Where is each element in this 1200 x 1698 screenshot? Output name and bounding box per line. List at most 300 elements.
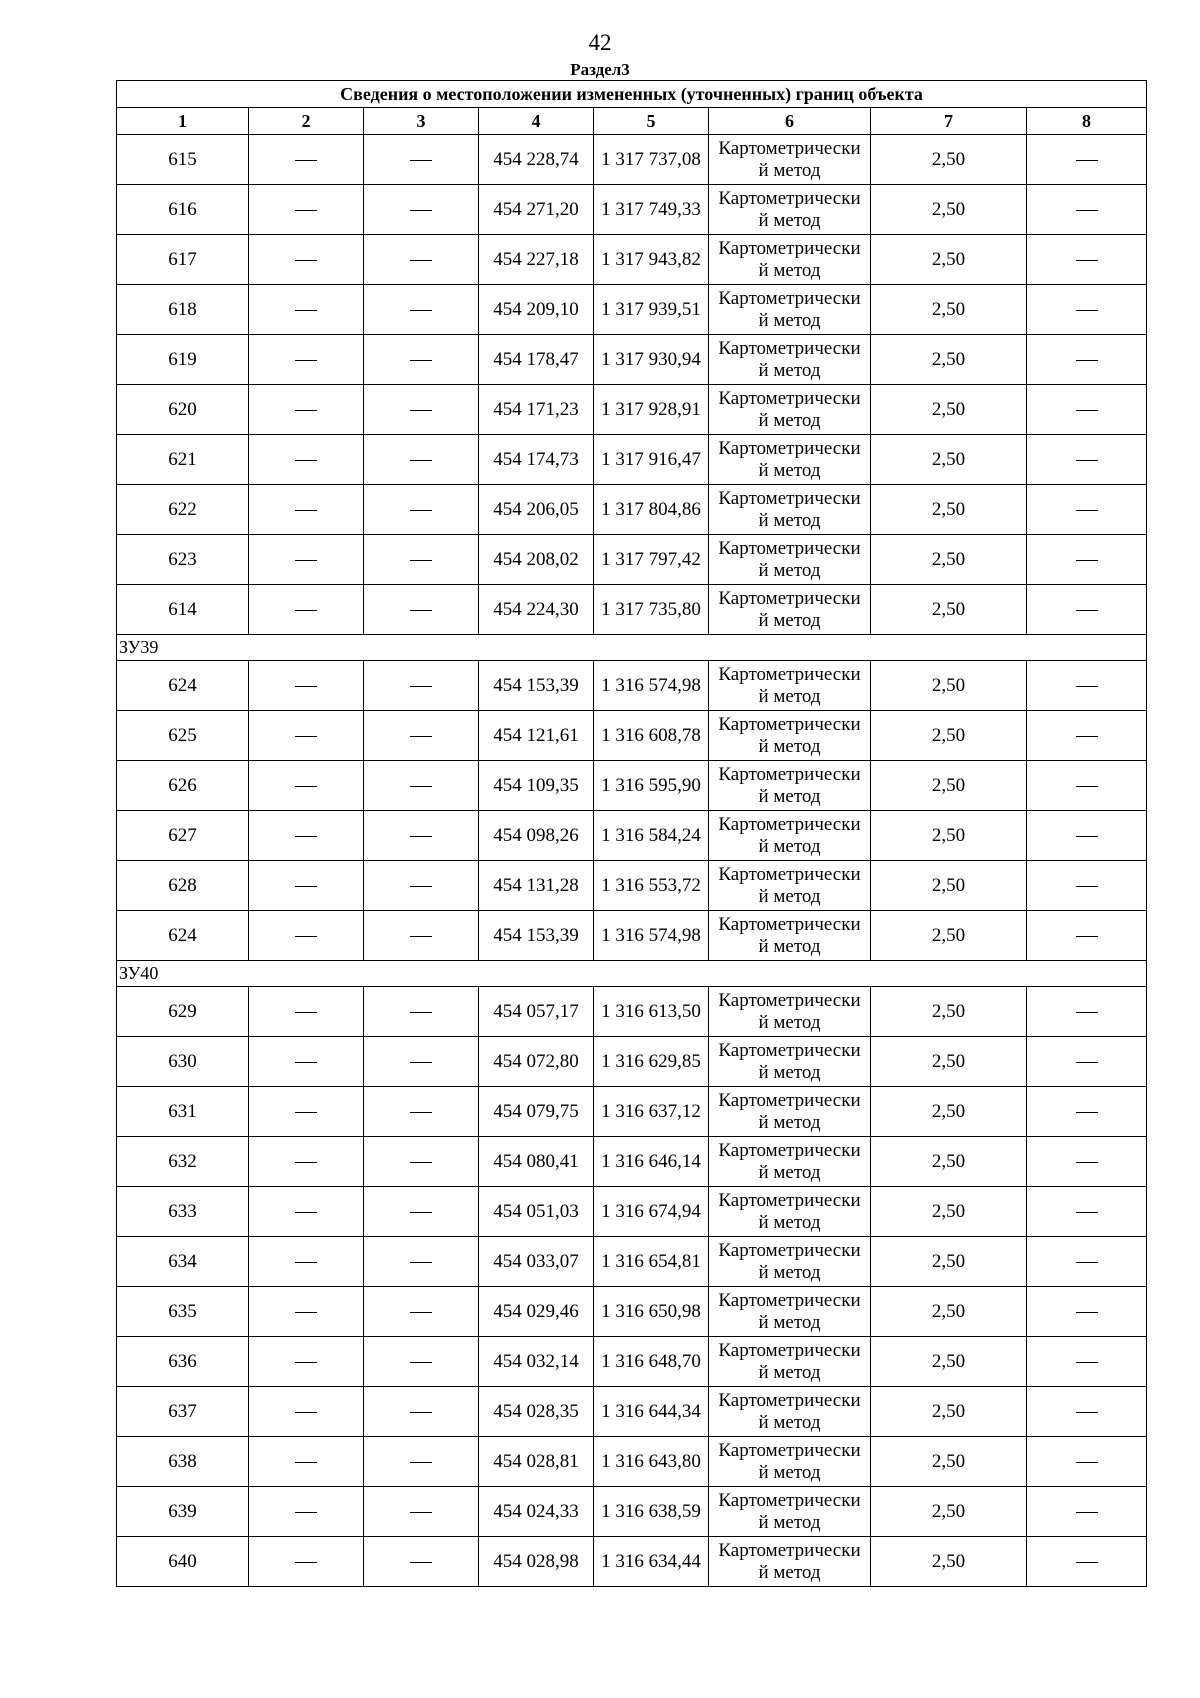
- dash-mark: [1076, 1262, 1098, 1263]
- table-row: [117, 861, 1147, 911]
- method-cell: [709, 185, 871, 235]
- method-line-2: й метод: [758, 1111, 821, 1133]
- table-row: [117, 987, 1147, 1037]
- dash-mark: [1076, 1212, 1098, 1213]
- point-number-cell: 620: [117, 385, 249, 435]
- point-number-cell: 615: [117, 135, 249, 185]
- method-line-1: Картометрически: [718, 713, 861, 735]
- dash-mark: [410, 1062, 432, 1063]
- column-3-cell: [364, 585, 479, 635]
- method-cell: [709, 861, 871, 911]
- method-line-2: й метод: [758, 1011, 821, 1033]
- dash-mark: [1076, 310, 1098, 311]
- dash-mark: [410, 360, 432, 361]
- accuracy-cell: 2,50: [871, 1487, 1027, 1537]
- method-cell: [709, 385, 871, 435]
- point-number-cell: 633: [117, 1187, 249, 1237]
- x-coordinate-cell: 454 121,61: [479, 711, 594, 761]
- dash-mark: [295, 1062, 317, 1063]
- column-2-cell: [249, 987, 364, 1037]
- accuracy-cell: 2,50: [871, 1237, 1027, 1287]
- column-number: 8: [1027, 108, 1147, 135]
- point-number-cell: 634: [117, 1237, 249, 1287]
- column-8-cell: [1027, 911, 1147, 961]
- accuracy-cell: 2,50: [871, 285, 1027, 335]
- method-line-2: й метод: [758, 1511, 821, 1533]
- y-coordinate-cell: 1 316 584,24: [594, 811, 709, 861]
- x-coordinate-cell: 454 153,39: [479, 661, 594, 711]
- table-row: [117, 335, 1147, 385]
- accuracy-cell: 2,50: [871, 911, 1027, 961]
- dash-mark: [1076, 936, 1098, 937]
- x-coordinate-cell: 454 024,33: [479, 1487, 594, 1537]
- table-row: [117, 811, 1147, 861]
- column-number: 2: [249, 108, 364, 135]
- table-body: [117, 135, 1147, 1587]
- x-coordinate-cell: 454 228,74: [479, 135, 594, 185]
- dash-mark: [295, 836, 317, 837]
- method-line-2: й метод: [758, 785, 821, 807]
- method-line-1: Картометрически: [718, 1339, 861, 1361]
- column-8-cell: [1027, 1237, 1147, 1287]
- point-number-cell: 639: [117, 1487, 249, 1537]
- point-number-cell: 635: [117, 1287, 249, 1337]
- table-row: [117, 535, 1147, 585]
- y-coordinate-cell: 1 316 638,59: [594, 1487, 709, 1537]
- dash-mark: [1076, 886, 1098, 887]
- x-coordinate-cell: 454 079,75: [479, 1087, 594, 1137]
- column-2-cell: [249, 285, 364, 335]
- method-line-1: Картометрически: [718, 989, 861, 1011]
- column-2-cell: [249, 535, 364, 585]
- point-number-cell: 630: [117, 1037, 249, 1087]
- method-line-2: й метод: [758, 1061, 821, 1083]
- point-number-cell: 614: [117, 585, 249, 635]
- column-number: 4: [479, 108, 594, 135]
- method-cell: [709, 911, 871, 961]
- dash-mark: [295, 160, 317, 161]
- column-2-cell: [249, 1187, 364, 1237]
- dash-mark: [1076, 260, 1098, 261]
- dash-mark: [295, 310, 317, 311]
- dash-mark: [295, 510, 317, 511]
- point-number-cell: 628: [117, 861, 249, 911]
- column-2-cell: [249, 1037, 364, 1087]
- method-line-2: й метод: [758, 1561, 821, 1583]
- column-2-cell: [249, 485, 364, 535]
- table-row: [117, 1337, 1147, 1387]
- method-cell: [709, 1237, 871, 1287]
- column-2-cell: [249, 711, 364, 761]
- column-2-cell: [249, 235, 364, 285]
- method-cell: [709, 1387, 871, 1437]
- column-3-cell: [364, 335, 479, 385]
- table-row: [117, 285, 1147, 335]
- dash-mark: [295, 1362, 317, 1363]
- accuracy-cell: 2,50: [871, 235, 1027, 285]
- x-coordinate-cell: 454 033,07: [479, 1237, 594, 1287]
- y-coordinate-cell: 1 316 634,44: [594, 1537, 709, 1587]
- method-line-1: Картометрически: [718, 487, 861, 509]
- column-8-cell: [1027, 1287, 1147, 1337]
- method-line-1: Картометрически: [718, 1239, 861, 1261]
- x-coordinate-cell: 454 208,02: [479, 535, 594, 585]
- column-8-cell: [1027, 987, 1147, 1037]
- method-line-1: Картометрически: [718, 813, 861, 835]
- accuracy-cell: 2,50: [871, 661, 1027, 711]
- method-cell: [709, 987, 871, 1037]
- column-8-cell: [1027, 235, 1147, 285]
- dash-mark: [410, 1512, 432, 1513]
- column-8-cell: [1027, 1137, 1147, 1187]
- dash-mark: [1076, 1062, 1098, 1063]
- x-coordinate-cell: 454 057,17: [479, 987, 594, 1037]
- accuracy-cell: 2,50: [871, 1187, 1027, 1237]
- dash-mark: [410, 1112, 432, 1113]
- column-2-cell: [249, 1537, 364, 1587]
- method-cell: [709, 711, 871, 761]
- dash-mark: [1076, 736, 1098, 737]
- dash-mark: [1076, 460, 1098, 461]
- table-row: [117, 1187, 1147, 1237]
- method-cell: [709, 335, 871, 385]
- table-row: [117, 711, 1147, 761]
- accuracy-cell: 2,50: [871, 585, 1027, 635]
- y-coordinate-cell: 1 316 574,98: [594, 911, 709, 961]
- dash-mark: [1076, 1362, 1098, 1363]
- method-line-2: й метод: [758, 559, 821, 581]
- method-cell: [709, 535, 871, 585]
- method-line-2: й метод: [758, 459, 821, 481]
- x-coordinate-cell: 454 051,03: [479, 1187, 594, 1237]
- table-caption-row: [117, 81, 1147, 108]
- table-row: [117, 185, 1147, 235]
- point-number-cell: 616: [117, 185, 249, 235]
- method-line-2: й метод: [758, 359, 821, 381]
- dash-mark: [410, 260, 432, 261]
- accuracy-cell: 2,50: [871, 711, 1027, 761]
- method-cell: [709, 585, 871, 635]
- dash-mark: [295, 886, 317, 887]
- point-number-cell: 625: [117, 711, 249, 761]
- method-line-2: й метод: [758, 735, 821, 757]
- dash-mark: [295, 1412, 317, 1413]
- dash-mark: [295, 686, 317, 687]
- column-8-cell: [1027, 585, 1147, 635]
- dash-mark: [1076, 1162, 1098, 1163]
- dash-mark: [295, 1562, 317, 1563]
- column-3-cell: [364, 385, 479, 435]
- dash-mark: [1076, 510, 1098, 511]
- dash-mark: [1076, 786, 1098, 787]
- dash-mark: [410, 210, 432, 211]
- point-number-cell: 624: [117, 661, 249, 711]
- method-line-1: Картометрически: [718, 1089, 861, 1111]
- column-8-cell: [1027, 1337, 1147, 1387]
- table-row: [117, 235, 1147, 285]
- column-8-cell: [1027, 1037, 1147, 1087]
- method-line-1: Картометрически: [718, 287, 861, 309]
- dash-mark: [410, 1412, 432, 1413]
- method-line-1: Картометрически: [718, 863, 861, 885]
- column-3-cell: [364, 1337, 479, 1387]
- method-line-1: Картометрически: [718, 587, 861, 609]
- column-2-cell: [249, 1137, 364, 1187]
- method-line-1: Картометрически: [718, 387, 861, 409]
- column-3-cell: [364, 485, 479, 535]
- method-cell: [709, 1437, 871, 1487]
- dash-mark: [295, 1312, 317, 1313]
- table-row: [117, 135, 1147, 185]
- column-8-cell: [1027, 811, 1147, 861]
- y-coordinate-cell: 1 317 804,86: [594, 485, 709, 535]
- method-line-2: й метод: [758, 835, 821, 857]
- column-3-cell: [364, 761, 479, 811]
- dash-mark: [295, 1462, 317, 1463]
- accuracy-cell: 2,50: [871, 1537, 1027, 1587]
- dash-mark: [1076, 210, 1098, 211]
- x-coordinate-cell: 454 028,81: [479, 1437, 594, 1487]
- column-2-cell: [249, 761, 364, 811]
- x-coordinate-cell: 454 209,10: [479, 285, 594, 335]
- method-line-1: Картометрически: [718, 1139, 861, 1161]
- method-line-1: Картометрически: [718, 1189, 861, 1211]
- dash-mark: [1076, 560, 1098, 561]
- method-cell: [709, 1337, 871, 1387]
- column-2-cell: [249, 585, 364, 635]
- method-line-1: Картометрически: [718, 537, 861, 559]
- table-row: [117, 1237, 1147, 1287]
- x-coordinate-cell: 454 206,05: [479, 485, 594, 535]
- x-coordinate-cell: 454 171,23: [479, 385, 594, 435]
- method-cell: [709, 135, 871, 185]
- column-number: 6: [709, 108, 871, 135]
- y-coordinate-cell: 1 316 613,50: [594, 987, 709, 1037]
- dash-mark: [295, 360, 317, 361]
- method-line-2: й метод: [758, 309, 821, 331]
- table-row: [117, 1487, 1147, 1537]
- x-coordinate-cell: 454 131,28: [479, 861, 594, 911]
- column-2-cell: [249, 911, 364, 961]
- column-3-cell: [364, 435, 479, 485]
- table-row: [117, 1037, 1147, 1087]
- method-line-2: й метод: [758, 1261, 821, 1283]
- method-line-1: Картометрически: [718, 1539, 861, 1561]
- point-number-cell: 626: [117, 761, 249, 811]
- x-coordinate-cell: 454 227,18: [479, 235, 594, 285]
- x-coordinate-cell: 454 224,30: [479, 585, 594, 635]
- method-line-1: Картометрически: [718, 437, 861, 459]
- accuracy-cell: 2,50: [871, 435, 1027, 485]
- column-8-cell: [1027, 485, 1147, 535]
- column-2-cell: [249, 1387, 364, 1437]
- column-8-cell: [1027, 761, 1147, 811]
- column-8-cell: [1027, 1387, 1147, 1437]
- method-line-2: й метод: [758, 1361, 821, 1383]
- method-cell: [709, 761, 871, 811]
- dash-mark: [295, 736, 317, 737]
- column-3-cell: [364, 1437, 479, 1487]
- y-coordinate-cell: 1 316 648,70: [594, 1337, 709, 1387]
- column-3-cell: [364, 535, 479, 585]
- column-2-cell: [249, 335, 364, 385]
- dash-mark: [295, 260, 317, 261]
- method-line-2: й метод: [758, 1161, 821, 1183]
- accuracy-cell: 2,50: [871, 761, 1027, 811]
- point-number-cell: 623: [117, 535, 249, 585]
- method-line-1: Картометрически: [718, 1489, 861, 1511]
- dash-mark: [1076, 410, 1098, 411]
- x-coordinate-cell: 454 029,46: [479, 1287, 594, 1337]
- x-coordinate-cell: 454 098,26: [479, 811, 594, 861]
- dash-mark: [410, 510, 432, 511]
- method-line-2: й метод: [758, 1311, 821, 1333]
- table-row: [117, 435, 1147, 485]
- point-number-cell: 631: [117, 1087, 249, 1137]
- method-line-1: Картометрически: [718, 1289, 861, 1311]
- group-row: [117, 961, 1147, 987]
- point-number-cell: 637: [117, 1387, 249, 1437]
- dash-mark: [1076, 686, 1098, 687]
- column-2-cell: [249, 811, 364, 861]
- dash-mark: [410, 1262, 432, 1263]
- x-coordinate-cell: 454 153,39: [479, 911, 594, 961]
- x-coordinate-cell: 454 271,20: [479, 185, 594, 235]
- dash-mark: [1076, 1512, 1098, 1513]
- dash-mark: [410, 936, 432, 937]
- dash-mark: [410, 686, 432, 687]
- accuracy-cell: 2,50: [871, 861, 1027, 911]
- column-3-cell: [364, 987, 479, 1037]
- column-3-cell: [364, 1537, 479, 1587]
- column-8-cell: [1027, 535, 1147, 585]
- dash-mark: [1076, 1312, 1098, 1313]
- y-coordinate-cell: 1 316 643,80: [594, 1437, 709, 1487]
- y-coordinate-cell: 1 316 553,72: [594, 861, 709, 911]
- method-line-2: й метод: [758, 609, 821, 631]
- column-8-cell: [1027, 661, 1147, 711]
- dash-mark: [410, 1312, 432, 1313]
- column-2-cell: [249, 1437, 364, 1487]
- point-number-cell: 617: [117, 235, 249, 285]
- column-2-cell: [249, 1487, 364, 1537]
- method-line-1: Картометрически: [718, 913, 861, 935]
- y-coordinate-cell: 1 317 737,08: [594, 135, 709, 185]
- y-coordinate-cell: 1 317 735,80: [594, 585, 709, 635]
- group-label: ЗУ40: [117, 961, 1147, 987]
- dash-mark: [1076, 836, 1098, 837]
- method-line-2: й метод: [758, 1461, 821, 1483]
- dash-mark: [1076, 1562, 1098, 1563]
- column-3-cell: [364, 1137, 479, 1187]
- point-number-cell: 629: [117, 987, 249, 1037]
- method-line-1: Картометрически: [718, 337, 861, 359]
- point-number-cell: 636: [117, 1337, 249, 1387]
- dash-mark: [410, 886, 432, 887]
- method-line-1: Картометрически: [718, 1039, 861, 1061]
- group-row: [117, 635, 1147, 661]
- column-3-cell: [364, 1237, 479, 1287]
- method-line-2: й метод: [758, 509, 821, 531]
- y-coordinate-cell: 1 316 646,14: [594, 1137, 709, 1187]
- point-number-cell: 619: [117, 335, 249, 385]
- column-3-cell: [364, 235, 479, 285]
- point-number-cell: 638: [117, 1437, 249, 1487]
- method-line-2: й метод: [758, 209, 821, 231]
- x-coordinate-cell: 454 028,98: [479, 1537, 594, 1587]
- table-row: [117, 661, 1147, 711]
- dash-mark: [295, 1212, 317, 1213]
- method-line-1: Картометрически: [718, 237, 861, 259]
- column-number: 7: [871, 108, 1027, 135]
- point-number-cell: 621: [117, 435, 249, 485]
- dash-mark: [1076, 610, 1098, 611]
- table-row: [117, 1387, 1147, 1437]
- method-cell: [709, 235, 871, 285]
- dash-mark: [295, 1112, 317, 1113]
- column-8-cell: [1027, 385, 1147, 435]
- y-coordinate-cell: 1 317 939,51: [594, 285, 709, 335]
- table-caption: Сведения о местоположении измененных (уточненных) границ объекта: [117, 81, 1147, 108]
- accuracy-cell: 2,50: [871, 1387, 1027, 1437]
- column-8-cell: [1027, 1437, 1147, 1487]
- method-line-2: й метод: [758, 685, 821, 707]
- y-coordinate-cell: 1 317 928,91: [594, 385, 709, 435]
- column-8-cell: [1027, 711, 1147, 761]
- column-8-cell: [1027, 335, 1147, 385]
- column-2-cell: [249, 1337, 364, 1387]
- column-2-cell: [249, 861, 364, 911]
- y-coordinate-cell: 1 317 943,82: [594, 235, 709, 285]
- accuracy-cell: 2,50: [871, 1087, 1027, 1137]
- table-row: [117, 585, 1147, 635]
- column-2-cell: [249, 661, 364, 711]
- table-row: [117, 761, 1147, 811]
- dash-mark: [410, 836, 432, 837]
- method-cell: [709, 811, 871, 861]
- y-coordinate-cell: 1 317 797,42: [594, 535, 709, 585]
- dash-mark: [410, 786, 432, 787]
- column-3-cell: [364, 1287, 479, 1337]
- column-number-row: [117, 108, 1147, 135]
- dash-mark: [410, 410, 432, 411]
- accuracy-cell: 2,50: [871, 385, 1027, 435]
- dash-mark: [1076, 1412, 1098, 1413]
- y-coordinate-cell: 1 316 608,78: [594, 711, 709, 761]
- dash-mark: [295, 786, 317, 787]
- coordinates-table: [116, 80, 1147, 1587]
- method-line-2: й метод: [758, 259, 821, 281]
- table-row: [117, 485, 1147, 535]
- point-number-cell: 624: [117, 911, 249, 961]
- accuracy-cell: 2,50: [871, 1137, 1027, 1187]
- method-cell: [709, 1287, 871, 1337]
- point-number-cell: 627: [117, 811, 249, 861]
- method-line-2: й метод: [758, 159, 821, 181]
- method-line-1: Картометрически: [718, 763, 861, 785]
- column-2-cell: [249, 385, 364, 435]
- column-3-cell: [364, 185, 479, 235]
- dash-mark: [295, 410, 317, 411]
- page-number: 42: [588, 30, 612, 55]
- column-3-cell: [364, 661, 479, 711]
- column-8-cell: [1027, 1087, 1147, 1137]
- y-coordinate-cell: 1 316 629,85: [594, 1037, 709, 1087]
- dash-mark: [1076, 1012, 1098, 1013]
- section-title: Раздел3: [570, 60, 630, 79]
- column-3-cell: [364, 1087, 479, 1137]
- method-line-2: й метод: [758, 935, 821, 957]
